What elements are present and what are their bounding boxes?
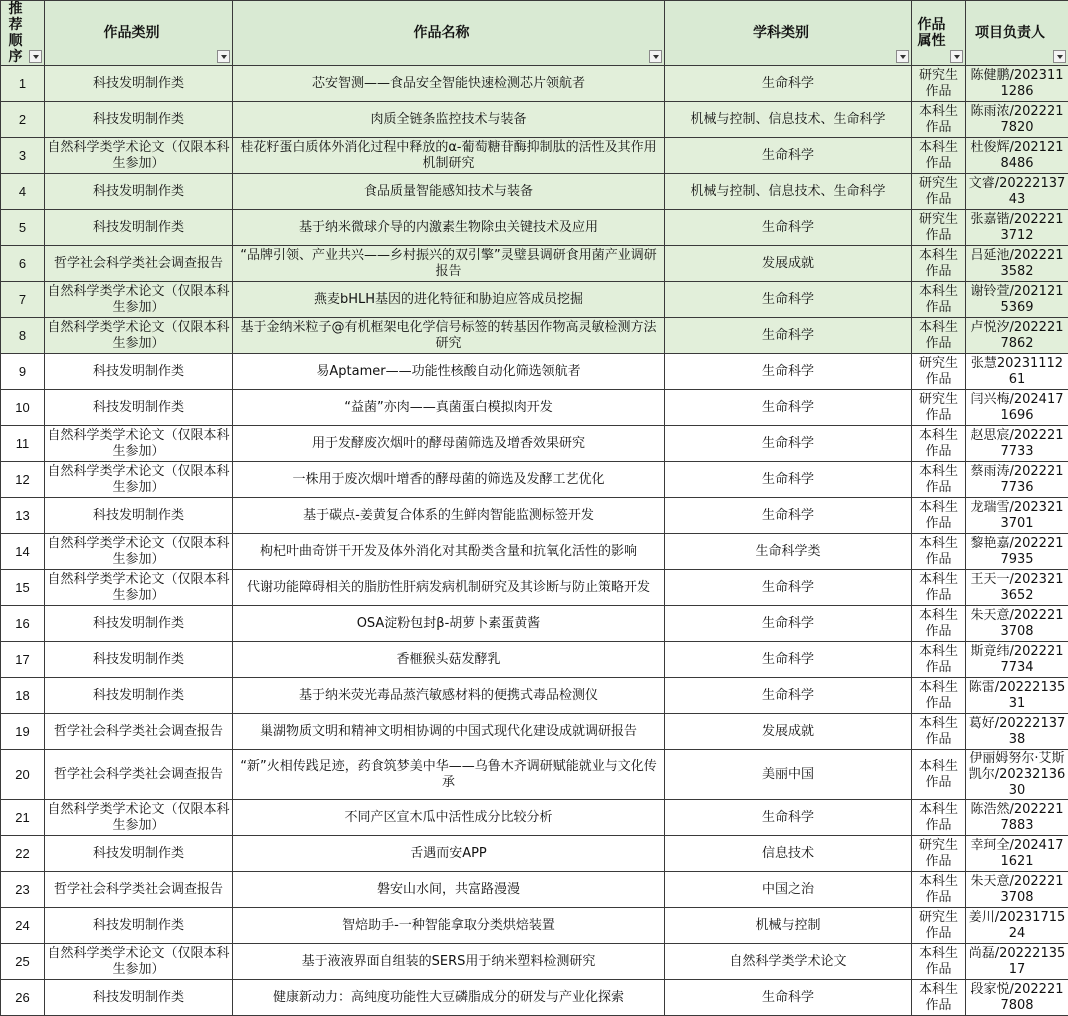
- cell-category[interactable]: 自然科学类学术论文（仅限本科生参加）: [45, 318, 233, 354]
- cell-name[interactable]: 基于纳米微球介导的内激素生物除虫关键技术及应用: [233, 210, 665, 246]
- table-row: [1, 282, 1068, 318]
- cell-category[interactable]: 科技发明制作类: [45, 836, 233, 872]
- table-row: [1, 836, 1068, 872]
- cell-owner[interactable]: 文睿/2022213743: [966, 174, 1068, 210]
- cell-attr[interactable]: 本科生作品: [912, 318, 966, 354]
- cell-owner[interactable]: 张慧2023111261: [966, 354, 1068, 390]
- filter-dropdown-icon[interactable]: [649, 50, 662, 63]
- cell-subject[interactable]: 机械与控制: [665, 908, 912, 944]
- cell-name[interactable]: 基于金纳米粒子@有机框架电化学信号标签的转基因作物高灵敏检测方法研究: [233, 318, 665, 354]
- table-row: [1, 102, 1068, 138]
- table-row: [1, 138, 1068, 174]
- cell-order[interactable]: 5: [1, 210, 45, 246]
- cell-subject[interactable]: 生命科学: [665, 980, 912, 1016]
- cell-attr[interactable]: 本科生作品: [912, 944, 966, 980]
- cell-attr[interactable]: 本科生作品: [912, 714, 966, 750]
- cell-subject[interactable]: 发展成就: [665, 246, 912, 282]
- table-row: [1, 462, 1068, 498]
- cell-owner[interactable]: 谢铃萱/2021215369: [966, 282, 1068, 318]
- cell-attr[interactable]: 研究生作品: [912, 210, 966, 246]
- cell-subject[interactable]: 生命科学: [665, 678, 912, 714]
- filter-dropdown-icon[interactable]: [896, 50, 909, 63]
- cell-subject[interactable]: 发展成就: [665, 714, 912, 750]
- cell-attr[interactable]: 研究生作品: [912, 174, 966, 210]
- header-attr: 作品属性: [912, 1, 966, 66]
- cell-subject[interactable]: 生命科学: [665, 800, 912, 836]
- cell-order[interactable]: 17: [1, 642, 45, 678]
- cell-category[interactable]: 哲学社会科学类社会调查报告: [45, 750, 233, 800]
- cell-order[interactable]: 20: [1, 750, 45, 800]
- cell-category[interactable]: 自然科学类学术论文（仅限本科生参加）: [45, 462, 233, 498]
- cell-name[interactable]: 基于碳点-姜黄复合体系的生鲜肉智能监测标签开发: [233, 498, 665, 534]
- cell-category[interactable]: 科技发明制作类: [45, 678, 233, 714]
- cell-order[interactable]: 22: [1, 836, 45, 872]
- cell-subject[interactable]: 自然科学类学术论文: [665, 944, 912, 980]
- cell-subject[interactable]: 生命科学类: [665, 534, 912, 570]
- cell-name[interactable]: 食品质量智能感知技术与装备: [233, 174, 665, 210]
- cell-owner[interactable]: 闫兴梅/2024171696: [966, 390, 1068, 426]
- cell-subject[interactable]: 生命科学: [665, 426, 912, 462]
- cell-subject[interactable]: 机械与控制、信息技术、生命科学: [665, 102, 912, 138]
- table-row: [1, 606, 1068, 642]
- cell-category[interactable]: 科技发明制作类: [45, 498, 233, 534]
- header-row: [1, 1, 1068, 66]
- cell-owner[interactable]: 朱天意/2022213708: [966, 872, 1068, 908]
- table-row: [1, 980, 1068, 1016]
- cell-attr[interactable]: 本科生作品: [912, 138, 966, 174]
- header-owner: 项目负责人: [966, 1, 1068, 66]
- cell-order[interactable]: 4: [1, 174, 45, 210]
- cell-owner[interactable]: 伊丽姆努尔·艾斯凯尔/2023213630: [966, 750, 1068, 800]
- table-row: [1, 534, 1068, 570]
- header-subject: 学科类别: [665, 1, 912, 66]
- cell-category[interactable]: 自然科学类学术论文（仅限本科生参加）: [45, 138, 233, 174]
- cell-category[interactable]: 科技发明制作类: [45, 174, 233, 210]
- cell-order[interactable]: 15: [1, 570, 45, 606]
- cell-owner[interactable]: 斯竟纬/2022217734: [966, 642, 1068, 678]
- table-row: [1, 174, 1068, 210]
- cell-subject[interactable]: 生命科学: [665, 462, 912, 498]
- cell-name[interactable]: 磐安山水间，共富路漫漫: [233, 872, 665, 908]
- table-row: [1, 426, 1068, 462]
- cell-name[interactable]: 芯安智测——食品安全智能快速检测芯片领航者: [233, 66, 665, 102]
- table-row: [1, 872, 1068, 908]
- table-row: [1, 714, 1068, 750]
- cell-name[interactable]: 易Aptamer——功能性核酸自动化筛选领航者: [233, 354, 665, 390]
- cell-order[interactable]: 8: [1, 318, 45, 354]
- cell-attr[interactable]: 本科生作品: [912, 750, 966, 800]
- table-row: [1, 570, 1068, 606]
- cell-category[interactable]: 科技发明制作类: [45, 908, 233, 944]
- cell-name[interactable]: 舌遇而安APP: [233, 836, 665, 872]
- cell-owner[interactable]: 陈雨浓/2022217820: [966, 102, 1068, 138]
- cell-owner[interactable]: 蔡雨涛/2022217736: [966, 462, 1068, 498]
- cell-name[interactable]: 基于纳米荧光毒品蒸汽敏感材料的便携式毒品检测仪: [233, 678, 665, 714]
- cell-name[interactable]: 桂花籽蛋白质体外消化过程中释放的α-葡萄糖苷酶抑制肽的活性及其作用机制研究: [233, 138, 665, 174]
- cell-owner[interactable]: 龙瑞雪/2023213701: [966, 498, 1068, 534]
- cell-order[interactable]: 26: [1, 980, 45, 1016]
- cell-order[interactable]: 24: [1, 908, 45, 944]
- cell-owner[interactable]: 赵思宸/2022217733: [966, 426, 1068, 462]
- cell-attr[interactable]: 本科生作品: [912, 980, 966, 1016]
- cell-category[interactable]: 哲学社会科学类社会调查报告: [45, 246, 233, 282]
- cell-subject[interactable]: 生命科学: [665, 210, 912, 246]
- cell-owner[interactable]: 葛好/2022213738: [966, 714, 1068, 750]
- cell-category[interactable]: 科技发明制作类: [45, 642, 233, 678]
- header-order: 推荐顺序: [1, 1, 45, 66]
- cell-name[interactable]: OSA淀粉包封β-胡萝卜素蛋黄酱: [233, 606, 665, 642]
- table-row: [1, 750, 1068, 800]
- cell-owner[interactable]: 杜俊辉/2021218486: [966, 138, 1068, 174]
- filter-dropdown-icon[interactable]: [1053, 50, 1066, 63]
- cell-category[interactable]: 自然科学类学术论文（仅限本科生参加）: [45, 570, 233, 606]
- cell-subject[interactable]: 生命科学: [665, 498, 912, 534]
- cell-order[interactable]: 18: [1, 678, 45, 714]
- table-row: [1, 390, 1068, 426]
- cell-name[interactable]: 智焙助手-一种智能拿取分类烘焙装置: [233, 908, 665, 944]
- cell-attr[interactable]: 本科生作品: [912, 642, 966, 678]
- cell-order[interactable]: 19: [1, 714, 45, 750]
- cell-attr[interactable]: 本科生作品: [912, 606, 966, 642]
- table-row: [1, 642, 1068, 678]
- cell-attr[interactable]: 本科生作品: [912, 102, 966, 138]
- table-row: [1, 354, 1068, 390]
- cell-order[interactable]: 16: [1, 606, 45, 642]
- cell-category[interactable]: 自然科学类学术论文（仅限本科生参加）: [45, 800, 233, 836]
- cell-owner[interactable]: 卢悦汐/2022217862: [966, 318, 1068, 354]
- cell-category[interactable]: 科技发明制作类: [45, 210, 233, 246]
- cell-owner[interactable]: 姜川/2023171524: [966, 908, 1068, 944]
- cell-name[interactable]: 肉质全链条监控技术与装备: [233, 102, 665, 138]
- cell-category[interactable]: 自然科学类学术论文（仅限本科生参加）: [45, 534, 233, 570]
- cell-owner[interactable]: 黎艳嘉/2022217935: [966, 534, 1068, 570]
- cell-order[interactable]: 7: [1, 282, 45, 318]
- cell-category[interactable]: 科技发明制作类: [45, 354, 233, 390]
- cell-owner[interactable]: 张嘉锴/2022213712: [966, 210, 1068, 246]
- cell-category[interactable]: 自然科学类学术论文（仅限本科生参加）: [45, 944, 233, 980]
- cell-name[interactable]: “益菌”亦肉——真菌蛋白模拟肉开发: [233, 390, 665, 426]
- cell-attr[interactable]: 本科生作品: [912, 282, 966, 318]
- cell-owner[interactable]: 段家悦/2022217808: [966, 980, 1068, 1016]
- cell-subject[interactable]: 生命科学: [665, 642, 912, 678]
- cell-order[interactable]: 2: [1, 102, 45, 138]
- cell-subject[interactable]: 生命科学: [665, 606, 912, 642]
- header-category: 作品类别: [45, 1, 233, 66]
- filter-dropdown-icon[interactable]: [217, 50, 230, 63]
- cell-category[interactable]: 科技发明制作类: [45, 980, 233, 1016]
- cell-owner[interactable]: 吕延池/2022213582: [966, 246, 1068, 282]
- cell-order[interactable]: 23: [1, 872, 45, 908]
- cell-attr[interactable]: 研究生作品: [912, 908, 966, 944]
- cell-subject[interactable]: 信息技术: [665, 836, 912, 872]
- table-row: [1, 318, 1068, 354]
- cell-category[interactable]: 哲学社会科学类社会调查报告: [45, 714, 233, 750]
- cell-order[interactable]: 14: [1, 534, 45, 570]
- cell-owner[interactable]: 王天一/2023213652: [966, 570, 1068, 606]
- cell-attr[interactable]: 本科生作品: [912, 800, 966, 836]
- cell-name[interactable]: 巢湖物质文明和精神文明相协调的中国式现代化建设成就调研报告: [233, 714, 665, 750]
- cell-order[interactable]: 12: [1, 462, 45, 498]
- cell-name[interactable]: 枸杞叶曲奇饼干开发及体外消化对其酚类含量和抗氧化活性的影响: [233, 534, 665, 570]
- table-row: [1, 246, 1068, 282]
- cell-subject[interactable]: 生命科学: [665, 390, 912, 426]
- cell-attr[interactable]: 本科生作品: [912, 426, 966, 462]
- cell-attr[interactable]: 研究生作品: [912, 836, 966, 872]
- filter-dropdown-icon[interactable]: [29, 50, 42, 63]
- cell-attr[interactable]: 研究生作品: [912, 390, 966, 426]
- cell-category[interactable]: 科技发明制作类: [45, 390, 233, 426]
- cell-name[interactable]: “新”火相传践足迹，药食筑梦美中华——乌鲁木齐调研赋能就业与文化传承: [233, 750, 665, 800]
- cell-order[interactable]: 6: [1, 246, 45, 282]
- cell-name[interactable]: 燕麦bHLH基因的进化特征和胁迫应答成员挖掘: [233, 282, 665, 318]
- cell-attr[interactable]: 本科生作品: [912, 534, 966, 570]
- cell-owner[interactable]: 朱天意/2022213708: [966, 606, 1068, 642]
- cell-category[interactable]: 哲学社会科学类社会调查报告: [45, 872, 233, 908]
- cell-subject[interactable]: 生命科学: [665, 138, 912, 174]
- table-row: [1, 678, 1068, 714]
- cell-name[interactable]: 基于液液界面自组装的SERS用于纳米塑料检测研究: [233, 944, 665, 980]
- cell-category[interactable]: 自然科学类学术论文（仅限本科生参加）: [45, 282, 233, 318]
- table-row: [1, 498, 1068, 534]
- cell-name[interactable]: 代谢功能障碍相关的脂肪性肝病发病机制研究及其诊断与防止策略开发: [233, 570, 665, 606]
- cell-subject[interactable]: 生命科学: [665, 66, 912, 102]
- cell-subject[interactable]: 生命科学: [665, 282, 912, 318]
- cell-name[interactable]: 用于发酵废次烟叶的酵母菌筛选及增香效果研究: [233, 426, 665, 462]
- cell-name[interactable]: 香榧猴头菇发酵乳: [233, 642, 665, 678]
- cell-attr[interactable]: 研究生作品: [912, 66, 966, 102]
- cell-name[interactable]: 健康新动力：高纯度功能性大豆磷脂成分的研发与产业化探索: [233, 980, 665, 1016]
- cell-subject[interactable]: 生命科学: [665, 570, 912, 606]
- cell-attr[interactable]: 本科生作品: [912, 498, 966, 534]
- cell-subject[interactable]: 生命科学: [665, 318, 912, 354]
- cell-category[interactable]: 科技发明制作类: [45, 606, 233, 642]
- table-row: [1, 210, 1068, 246]
- cell-subject[interactable]: 机械与控制、信息技术、生命科学: [665, 174, 912, 210]
- table-row: [1, 800, 1068, 836]
- cell-order[interactable]: 21: [1, 800, 45, 836]
- cell-owner[interactable]: 尚磊/2022213517: [966, 944, 1068, 980]
- cell-owner[interactable]: 陈浩然/2022217883: [966, 800, 1068, 836]
- cell-order[interactable]: 9: [1, 354, 45, 390]
- filter-dropdown-icon[interactable]: [950, 50, 963, 63]
- cell-name[interactable]: 不同产区宣木瓜中活性成分比较分析: [233, 800, 665, 836]
- cell-attr[interactable]: 本科生作品: [912, 246, 966, 282]
- cell-category[interactable]: 科技发明制作类: [45, 66, 233, 102]
- cell-order[interactable]: 3: [1, 138, 45, 174]
- cell-attr[interactable]: 本科生作品: [912, 570, 966, 606]
- cell-owner[interactable]: 幸珂全/2024171621: [966, 836, 1068, 872]
- table-row: [1, 66, 1068, 102]
- cell-owner[interactable]: 陈雷/2022213531: [966, 678, 1068, 714]
- cell-category[interactable]: 科技发明制作类: [45, 102, 233, 138]
- cell-attr[interactable]: 研究生作品: [912, 354, 966, 390]
- cell-subject[interactable]: 生命科学: [665, 354, 912, 390]
- header-name: 作品名称: [233, 1, 665, 66]
- cell-subject[interactable]: 美丽中国: [665, 750, 912, 800]
- cell-name[interactable]: 一株用于废次烟叶增香的酵母菌的筛选及发酵工艺优化: [233, 462, 665, 498]
- cell-attr[interactable]: 本科生作品: [912, 872, 966, 908]
- cell-subject[interactable]: 中国之治: [665, 872, 912, 908]
- cell-order[interactable]: 13: [1, 498, 45, 534]
- table-row: [1, 944, 1068, 980]
- table-row: [1, 908, 1068, 944]
- cell-attr[interactable]: 本科生作品: [912, 462, 966, 498]
- cell-owner[interactable]: 陈健鹏/2023111286: [966, 66, 1068, 102]
- cell-category[interactable]: 自然科学类学术论文（仅限本科生参加）: [45, 426, 233, 462]
- cell-order[interactable]: 11: [1, 426, 45, 462]
- cell-order[interactable]: 1: [1, 66, 45, 102]
- cell-attr[interactable]: 本科生作品: [912, 678, 966, 714]
- cell-name[interactable]: “品牌引领、产业共兴——乡村振兴的双引擎”灵璧县调研食用菌产业调研报告: [233, 246, 665, 282]
- cell-order[interactable]: 10: [1, 390, 45, 426]
- cell-order[interactable]: 25: [1, 944, 45, 980]
